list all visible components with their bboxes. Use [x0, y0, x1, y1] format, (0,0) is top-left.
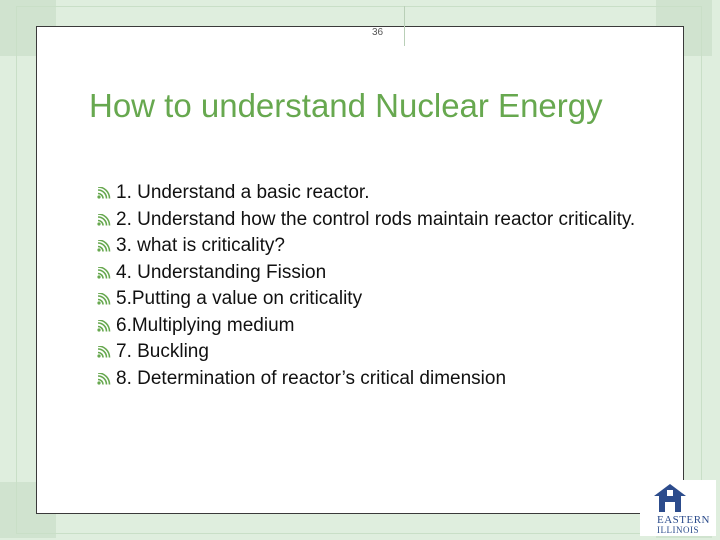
bullet-text: 6.Multiplying medium: [116, 314, 295, 336]
list-item: [96, 366, 656, 393]
list-item: [96, 260, 656, 287]
wifi-signal-icon: [96, 320, 112, 332]
logo-text-illinois: ILLINOIS: [657, 525, 699, 535]
bullet-text: 7. Buckling: [116, 341, 209, 362]
wifi-signal-icon: [96, 373, 112, 385]
list-item: [96, 233, 656, 260]
list-item: [96, 339, 656, 366]
bullet-text: 2. Understand how the control rods maintain reactor criticality.: [116, 208, 636, 230]
wifi-signal-icon: [96, 267, 112, 279]
wifi-signal-icon: [96, 187, 112, 199]
wifi-signal-icon: [96, 240, 112, 252]
list-item: [96, 286, 656, 313]
bullet-text: 4. Understanding Fission: [116, 261, 327, 283]
list-item: [96, 313, 656, 340]
bullet-text: 1. Understand a basic reactor.: [116, 182, 370, 203]
bullet-list: [96, 180, 656, 392]
list-item: [96, 180, 656, 207]
wifi-signal-icon: [96, 293, 112, 305]
wifi-signal-icon: [96, 214, 112, 226]
bullet-text: 5.Putting a value on criticality: [116, 288, 363, 309]
university-building-icon: [650, 482, 690, 514]
header-tab-divider: [404, 6, 405, 46]
page-number: 36: [372, 27, 384, 38]
logo-text-eastern: EASTERN: [657, 514, 710, 526]
slide-title: How to understand Nuclear Energy: [89, 87, 603, 124]
bullet-text: 3. what is criticality?: [116, 235, 285, 256]
university-logo: [640, 480, 716, 536]
bullet-text: 8. Determination of reactor’s critical dimension: [116, 367, 507, 389]
list-item: [96, 207, 656, 234]
wifi-signal-icon: [96, 346, 112, 358]
